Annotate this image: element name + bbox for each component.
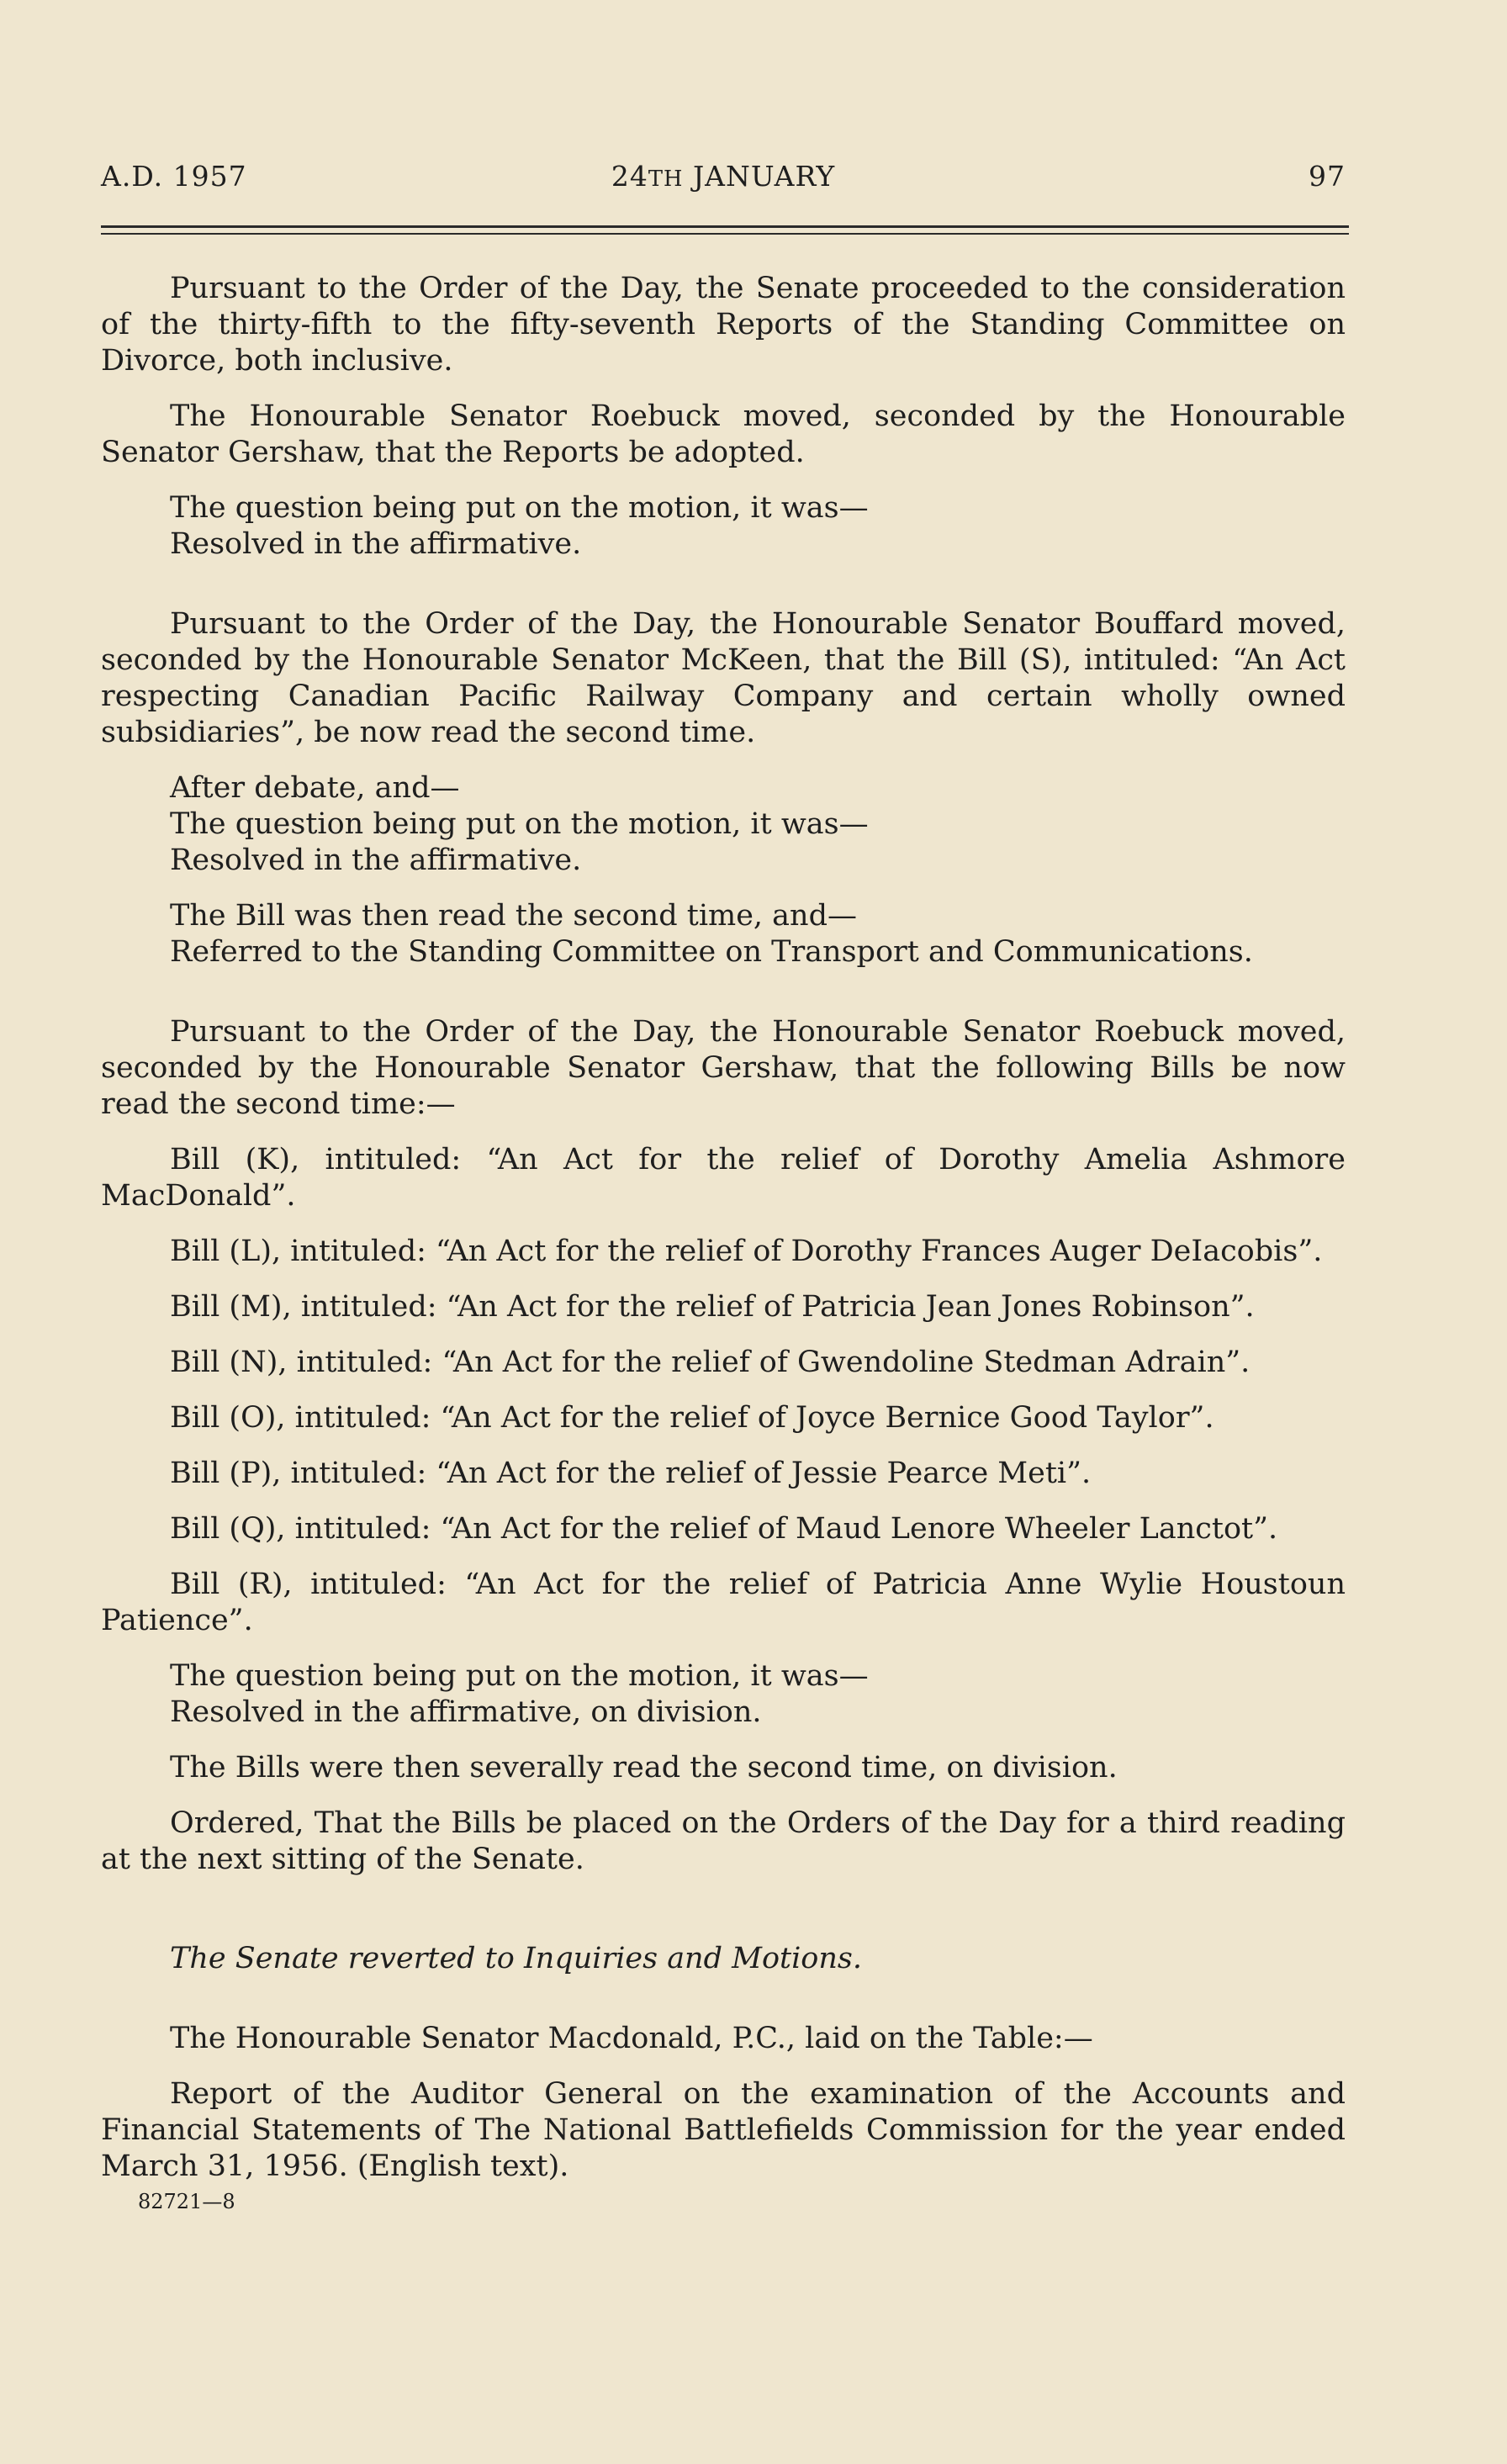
bill-n: Bill (N), intituled: “An Act for the relief of Gwendoline Stedman Adrain”. — [170, 1346, 1251, 1379]
bill-m: Bill (M), intituled: “An Act for the relief of Patricia Jean Jones Robinson”. — [170, 1290, 1255, 1324]
divorce-bills-resolved: Resolved in the affirmative, on division. — [170, 1695, 762, 1729]
header-rule-bottom — [101, 233, 1349, 235]
header-day: 24 — [611, 160, 648, 193]
bill-s-question: The question being put on the motion, it was— — [170, 807, 869, 841]
tabled-section — [101, 2021, 1346, 2215]
bill-s-debate: After debate, and— — [170, 771, 460, 805]
bill-s-resolved: Resolved in the affirmative. — [170, 843, 582, 877]
bill-s-intro: Pursuant to the Order of the Day, the Honourable Senator Bouffard moved, seconded by the Honourable Senator McKeen, that the Bill (S), intituled: “An Act respecting Canadian Pacific Railway Company and certain wholly owned subsidiaries”, be now read the second time. — [101, 607, 1346, 749]
header-day-suffix: TH — [648, 167, 684, 192]
bill-s-section — [101, 606, 1346, 970]
bill-s-read: The Bill was then read the second time, and— — [170, 899, 857, 933]
divorce-reports-resolved: Resolved in the affirmative. — [170, 527, 582, 561]
header-rule-top — [101, 225, 1349, 228]
running-header — [101, 160, 1346, 202]
divorce-reports-motion: The Honourable Senator Roebuck moved, seconded by the Honourable Senator Gershaw, that the Reports be adopted. — [101, 399, 1346, 469]
reverted-note: The Senate reverted to Inquiries and Motions. — [170, 1942, 862, 1975]
divorce-bills-question: The question being put on the motion, it was— — [170, 1659, 869, 1693]
footer-code: 82721—8 — [138, 2190, 235, 2213]
header-month: JANUARY — [692, 160, 836, 193]
header-date — [101, 160, 1346, 193]
section-spacer — [101, 1977, 1346, 2021]
bill-l: Bill (L), intituled: “An Act for the relief of Dorothy Frances Auger DeIacobis”. — [170, 1235, 1323, 1268]
section-spacer — [101, 563, 1346, 606]
page-number: 97 — [1309, 160, 1346, 193]
tabled-intro: The Honourable Senator Macdonald, P.C., laid on the Table:— — [170, 2022, 1093, 2055]
divorce-bills-ordered: Ordered, That the Bills be placed on the Orders of the Day for a third reading at the next sitting of the Senate. — [101, 1806, 1346, 1876]
section-spacer — [101, 970, 1346, 1014]
section-spacer — [101, 1897, 1346, 1941]
bill-q: Bill (Q), intituled: “An Act for the relief of Maud Lenore Wheeler Lanctot”. — [170, 1512, 1278, 1546]
bill-k: Bill (K), intituled: “An Act for the relief of Dorothy Amelia Ashmore MacDonald”. — [101, 1143, 1346, 1213]
header-year: A.D. 1957 — [101, 160, 247, 193]
divorce-bills-section — [101, 1014, 1346, 1878]
divorce-reports-intro: Pursuant to the Order of the Day, the Senate proceeded to the consideration of the thirty-fifth to the fifty-seventh Reports of the Standing Committee on Divorce, both inclusive. — [101, 272, 1346, 378]
page-body — [101, 271, 1346, 2215]
bill-r: Bill (R), intituled: “An Act for the relief of Patricia Anne Wylie Houstoun Patience”. — [101, 1568, 1346, 1637]
divorce-bills-intro: Pursuant to the Order of the Day, the Honourable Senator Roebuck moved, seconded by the Honourable Senator Gershaw, that the following Bills be now read the second time:— — [101, 1015, 1346, 1121]
bill-o: Bill (O), intituled: “An Act for the relief of Joyce Bernice Good Taylor”. — [170, 1401, 1214, 1435]
divorce-reports-question: The question being put on the motion, it was— — [170, 491, 869, 525]
bill-s-referred: Referred to the Standing Committee on Transport and Communications. — [170, 935, 1253, 969]
divorce-bills-read: The Bills were then severally read the second time, on division. — [170, 1751, 1118, 1785]
tabled-report: Report of the Auditor General on the examination of the Accounts and Financial Statements of The National Battlefields Commission for the year ended March 31, 1956. (English text). — [101, 2077, 1346, 2183]
bill-p: Bill (P), intituled: “An Act for the relief of Jessie Pearce Meti”. — [170, 1457, 1092, 1490]
divorce-reports-section — [101, 271, 1346, 563]
